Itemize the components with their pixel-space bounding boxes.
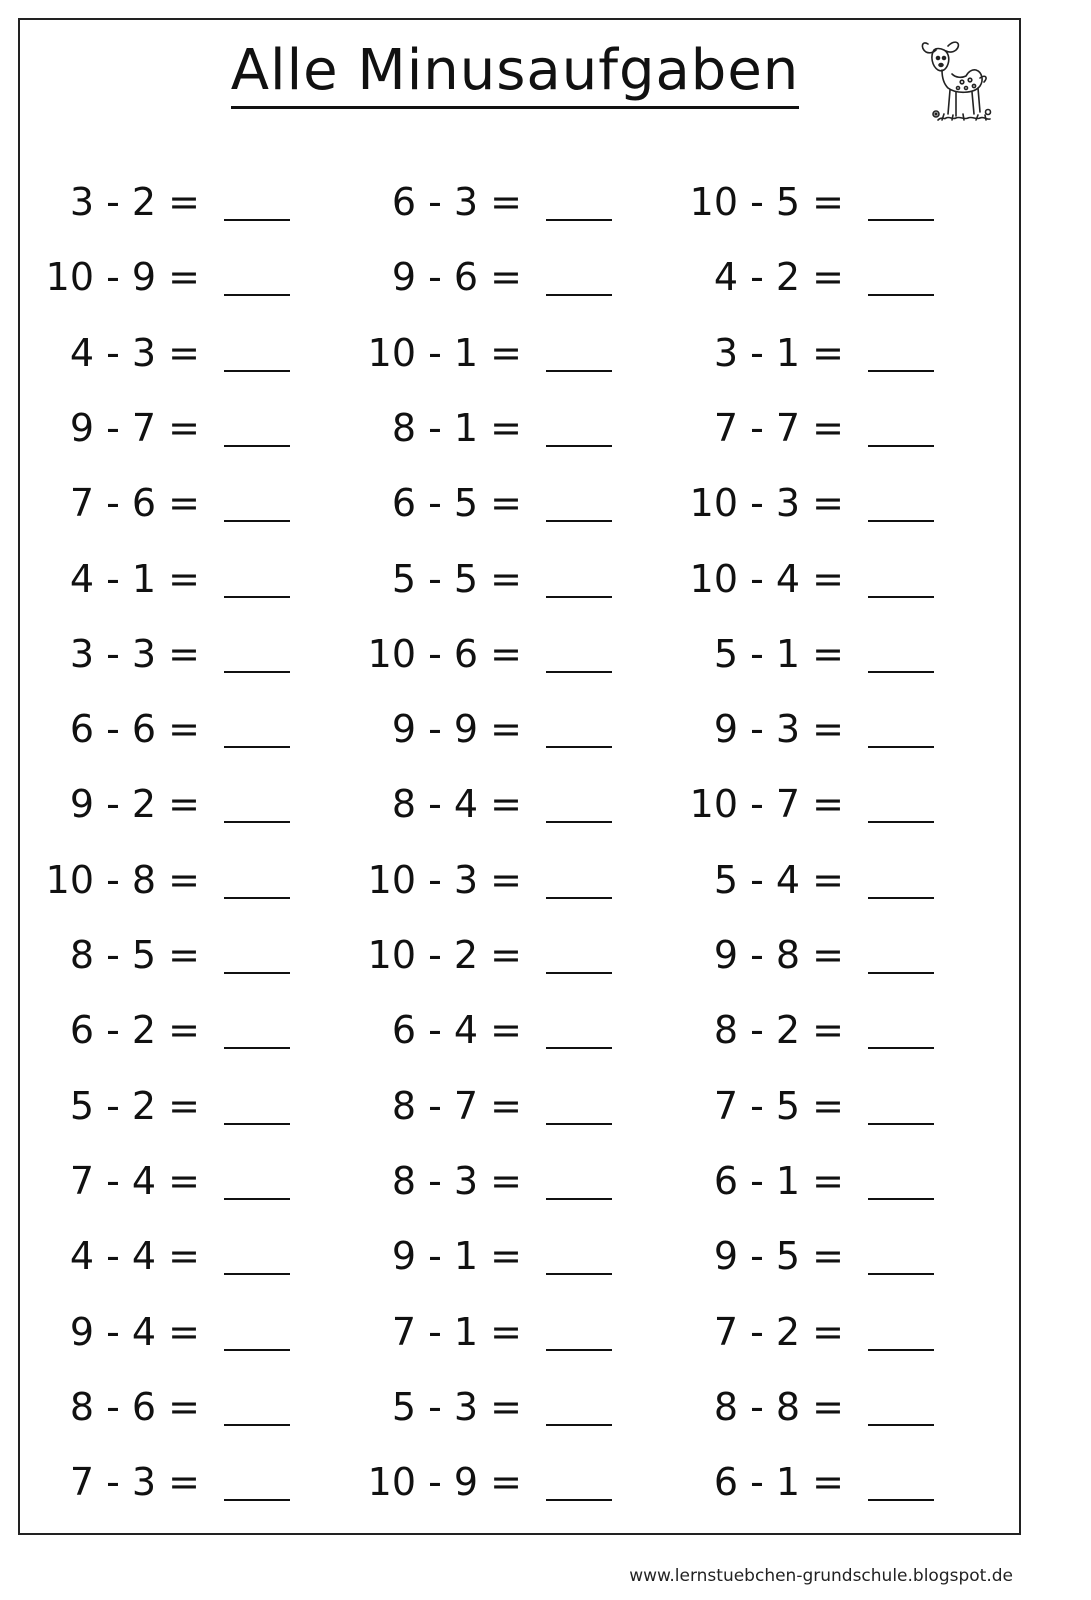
problem-item: [0, 704, 290, 754]
problem-item: [0, 252, 290, 302]
problem-expression: 3 - 2 =: [69, 180, 200, 224]
answer-blank[interactable]: [868, 821, 934, 823]
problem-expression: 5 - 5 =: [391, 557, 522, 601]
problem-item: [634, 328, 934, 378]
answer-blank[interactable]: [546, 821, 612, 823]
problem-expression: 7 - 1 =: [391, 1310, 522, 1354]
problem-expression: 9 - 9 =: [391, 707, 522, 751]
problem-item: [634, 1081, 934, 1131]
problem-expression: 6 - 6 =: [69, 707, 200, 751]
problem-expression: 6 - 2 =: [69, 1008, 200, 1052]
answer-blank[interactable]: [546, 1198, 612, 1200]
answer-blank[interactable]: [224, 1499, 290, 1501]
problem-expression: 9 - 3 =: [713, 707, 844, 751]
problem-expression: 9 - 5 =: [713, 1234, 844, 1278]
problem-expression: 9 - 4 =: [69, 1310, 200, 1354]
problem-item: [634, 1457, 934, 1507]
problem-item: [312, 629, 612, 679]
problem-expression: 10 - 9 =: [367, 1460, 522, 1504]
page-title-text: Alle Minusaufgaben: [231, 40, 800, 109]
problem-expression: 6 - 1 =: [713, 1159, 844, 1203]
problem-item: [312, 855, 612, 905]
problem-item: [634, 629, 934, 679]
problem-item: [312, 1457, 612, 1507]
answer-blank[interactable]: [224, 219, 290, 221]
problem-expression: 7 - 4 =: [69, 1159, 200, 1203]
answer-blank[interactable]: [224, 1273, 290, 1275]
answer-blank[interactable]: [224, 520, 290, 522]
answer-blank[interactable]: [868, 1273, 934, 1275]
problem-item: [634, 855, 934, 905]
problem-item: [0, 1307, 290, 1357]
problem-item: [312, 554, 612, 604]
problem-expression: 8 - 5 =: [69, 933, 200, 977]
problem-item: [0, 855, 290, 905]
answer-blank[interactable]: [224, 1123, 290, 1125]
problem-item: [0, 1231, 290, 1281]
answer-blank[interactable]: [224, 746, 290, 748]
problem-expression: 9 - 6 =: [391, 255, 522, 299]
problem-item: [634, 704, 934, 754]
problem-item: [0, 403, 290, 453]
problem-item: [0, 1457, 290, 1507]
problem-expression: 8 - 1 =: [391, 406, 522, 450]
problem-expression: 4 - 1 =: [69, 557, 200, 601]
problem-expression: 6 - 4 =: [391, 1008, 522, 1052]
answer-blank[interactable]: [868, 1123, 934, 1125]
problem-expression: 10 - 5 =: [689, 180, 844, 224]
problem-item: [634, 1231, 934, 1281]
answer-blank[interactable]: [868, 746, 934, 748]
answer-blank[interactable]: [546, 1273, 612, 1275]
answer-blank[interactable]: [546, 897, 612, 899]
answer-blank[interactable]: [224, 1198, 290, 1200]
answer-blank[interactable]: [546, 219, 612, 221]
problem-expression: 10 - 3 =: [689, 481, 844, 525]
answer-blank[interactable]: [868, 897, 934, 899]
problem-item: [0, 629, 290, 679]
answer-blank[interactable]: [546, 294, 612, 296]
answer-blank[interactable]: [546, 671, 612, 673]
problem-expression: 7 - 7 =: [713, 406, 844, 450]
answer-blank[interactable]: [546, 445, 612, 447]
answer-blank[interactable]: [224, 972, 290, 974]
problem-expression: 10 - 6 =: [367, 632, 522, 676]
problem-item: [312, 478, 612, 528]
problem-item: [0, 478, 290, 528]
problem-expression: 5 - 1 =: [713, 632, 844, 676]
problem-item: [0, 1382, 290, 1432]
answer-blank[interactable]: [546, 1123, 612, 1125]
problem-expression: 10 - 3 =: [367, 858, 522, 902]
answer-blank[interactable]: [224, 671, 290, 673]
problem-expression: 6 - 1 =: [713, 1460, 844, 1504]
problem-expression: 9 - 8 =: [713, 933, 844, 977]
problem-expression: 9 - 1 =: [391, 1234, 522, 1278]
problem-item: [312, 704, 612, 754]
answer-blank[interactable]: [546, 370, 612, 372]
problem-item: [0, 779, 290, 829]
problem-item: [312, 252, 612, 302]
problem-expression: 7 - 3 =: [69, 1460, 200, 1504]
problem-item: [312, 1382, 612, 1432]
problem-expression: 8 - 7 =: [391, 1084, 522, 1128]
answer-blank[interactable]: [224, 294, 290, 296]
problem-item: [634, 177, 934, 227]
problem-item: [634, 1005, 934, 1055]
problem-expression: 6 - 3 =: [391, 180, 522, 224]
answer-blank[interactable]: [868, 219, 934, 221]
problem-expression: 10 - 2 =: [367, 933, 522, 977]
problem-item: [634, 1382, 934, 1432]
answer-blank[interactable]: [546, 1047, 612, 1049]
problem-item: [0, 328, 290, 378]
answer-blank[interactable]: [868, 1047, 934, 1049]
problem-item: [312, 1081, 612, 1131]
answer-blank[interactable]: [868, 520, 934, 522]
problem-item: [0, 930, 290, 980]
problem-item: [312, 1231, 612, 1281]
answer-blank[interactable]: [224, 1047, 290, 1049]
problem-expression: 8 - 6 =: [69, 1385, 200, 1429]
problem-item: [0, 1005, 290, 1055]
problem-item: [312, 1156, 612, 1206]
problem-expression: 7 - 6 =: [69, 481, 200, 525]
problem-expression: 8 - 8 =: [713, 1385, 844, 1429]
answer-blank[interactable]: [868, 671, 934, 673]
answer-blank[interactable]: [546, 596, 612, 598]
problem-item: [0, 554, 290, 604]
answer-blank[interactable]: [224, 445, 290, 447]
problem-expression: 9 - 2 =: [69, 782, 200, 826]
answer-blank[interactable]: [868, 1424, 934, 1426]
answer-blank[interactable]: [224, 1424, 290, 1426]
problem-item: [312, 930, 612, 980]
answer-blank[interactable]: [546, 520, 612, 522]
problem-expression: 10 - 8 =: [45, 858, 200, 902]
problem-expression: 10 - 9 =: [45, 255, 200, 299]
answer-blank[interactable]: [224, 370, 290, 372]
answer-blank[interactable]: [224, 821, 290, 823]
answer-blank[interactable]: [868, 445, 934, 447]
problem-expression: 8 - 4 =: [391, 782, 522, 826]
problem-item: [634, 1156, 934, 1206]
problem-expression: 7 - 5 =: [713, 1084, 844, 1128]
problem-expression: 9 - 7 =: [69, 406, 200, 450]
answer-blank[interactable]: [868, 294, 934, 296]
problem-expression: 8 - 3 =: [391, 1159, 522, 1203]
problem-item: [634, 930, 934, 980]
answer-blank[interactable]: [868, 596, 934, 598]
footer-url: www.lernstuebchen-grundschule.blogspot.de: [629, 1566, 1013, 1586]
answer-blank[interactable]: [224, 596, 290, 598]
answer-blank[interactable]: [868, 1198, 934, 1200]
problem-expression: 10 - 7 =: [689, 782, 844, 826]
problem-expression: 10 - 4 =: [689, 557, 844, 601]
problem-item: [634, 1307, 934, 1357]
problem-item: [0, 1081, 290, 1131]
problem-item: [312, 1005, 612, 1055]
problem-expression: 3 - 3 =: [69, 632, 200, 676]
answer-blank[interactable]: [868, 972, 934, 974]
problem-item: [312, 328, 612, 378]
problem-item: [634, 252, 934, 302]
problem-item: [0, 1156, 290, 1206]
problem-expression: 3 - 1 =: [713, 331, 844, 375]
answer-blank[interactable]: [868, 1349, 934, 1351]
answer-blank[interactable]: [224, 1349, 290, 1351]
problem-item: [312, 403, 612, 453]
problem-expression: 4 - 4 =: [69, 1234, 200, 1278]
problem-item: [312, 1307, 612, 1357]
problem-item: [634, 554, 934, 604]
answer-blank[interactable]: [546, 1499, 612, 1501]
answer-blank[interactable]: [546, 746, 612, 748]
problem-expression: 10 - 1 =: [367, 331, 522, 375]
problem-expression: 5 - 2 =: [69, 1084, 200, 1128]
problem-item: [312, 779, 612, 829]
problem-expression: 4 - 2 =: [713, 255, 844, 299]
problem-expression: 7 - 2 =: [713, 1310, 844, 1354]
answer-blank[interactable]: [224, 897, 290, 899]
problem-expression: 8 - 2 =: [713, 1008, 844, 1052]
problem-item: [312, 177, 612, 227]
problem-expression: 4 - 3 =: [69, 331, 200, 375]
problem-item: [634, 779, 934, 829]
answer-blank[interactable]: [546, 1424, 612, 1426]
answer-blank[interactable]: [546, 1349, 612, 1351]
problem-item: [0, 177, 290, 227]
answer-blank[interactable]: [546, 972, 612, 974]
answer-blank[interactable]: [868, 370, 934, 372]
answer-blank[interactable]: [868, 1499, 934, 1501]
problem-expression: 5 - 4 =: [713, 858, 844, 902]
problem-item: [634, 478, 934, 528]
problem-expression: 5 - 3 =: [391, 1385, 522, 1429]
problem-item: [634, 403, 934, 453]
problem-expression: 6 - 5 =: [391, 481, 522, 525]
